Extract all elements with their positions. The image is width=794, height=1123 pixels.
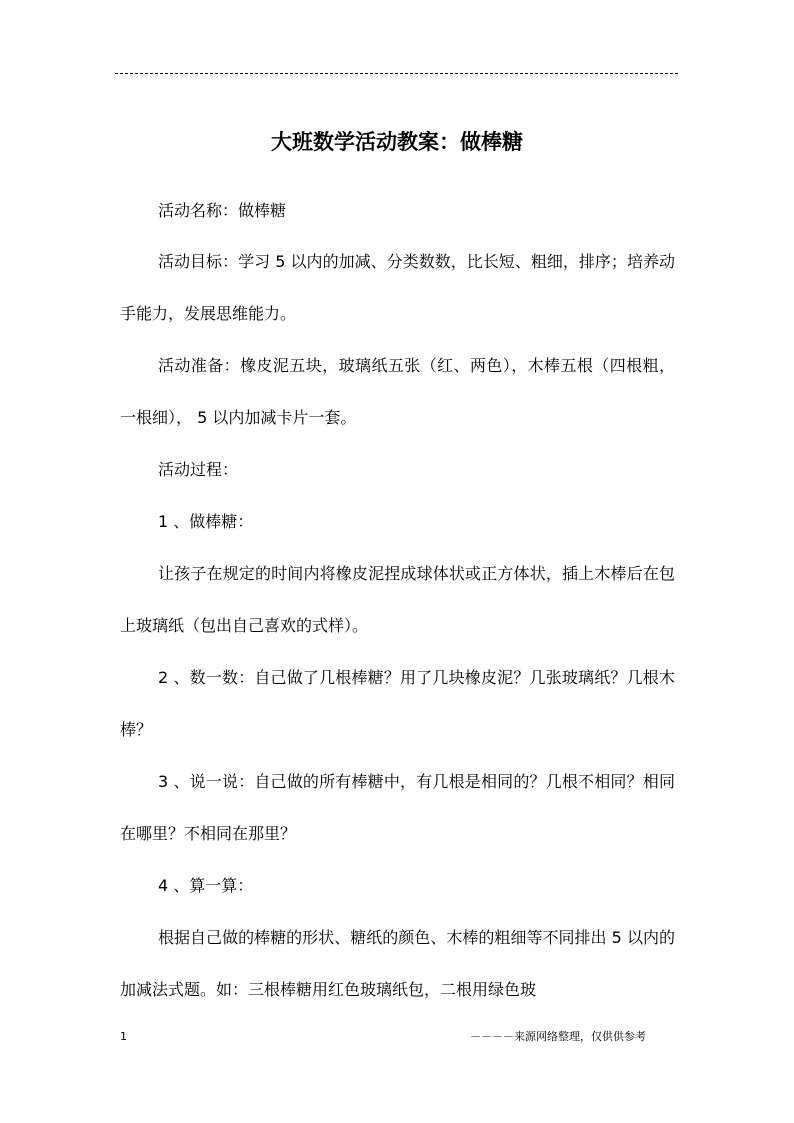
paragraph-step-2: 2 、数一数：自己做了几根棒糖？用了几块橡皮泥？几张玻璃纸？几根木棒？: [120, 668, 675, 739]
header-divider: [115, 73, 678, 74]
paragraph-step-4-detail: 根据自己做的棒糖的形状、糖纸的颜色、木棒的粗细等不同排出 5 以内的加减法式题。如：三根棒糖用红色玻璃纸包，二根用绿色玻: [120, 928, 675, 999]
paragraph-step-1-detail: 让孩子在规定的时间内将橡皮泥捏成球体状或正方体状，插上木棒后在包上玻璃纸（包出自己喜欢的式样）。: [120, 564, 675, 635]
paragraph-activity-name: 活动名称：做棒糖: [158, 201, 287, 220]
paragraph-activity-goal: 活动目标：学习 5 以内的加减、分类数数，比长短、粗细，排序；培养动手能力，发展思维能力。: [120, 252, 675, 323]
page-number: 1: [120, 1030, 127, 1043]
paragraph-step-1: 1 、做棒糖：: [158, 512, 254, 531]
paragraph-activity-process: 活动过程：: [158, 460, 239, 479]
paragraph-step-4: 4 、算一算：: [158, 876, 254, 895]
document-title: 大班数学活动教案：做棒糖: [271, 129, 523, 154]
paragraph-activity-prep: 活动准备：橡皮泥五块，玻璃纸五张（红、两色），木棒五根（四根粗，一根细）， 5 以内加减卡片一套。: [120, 356, 675, 427]
footer-source-note: －－－－来源网络整理，仅供供参考: [470, 1030, 646, 1043]
paragraph-step-3: 3 、说一说：自己做的所有棒糖中，有几根是相同的？几根不相同？相同在哪里？不相同在那里？: [120, 772, 675, 843]
